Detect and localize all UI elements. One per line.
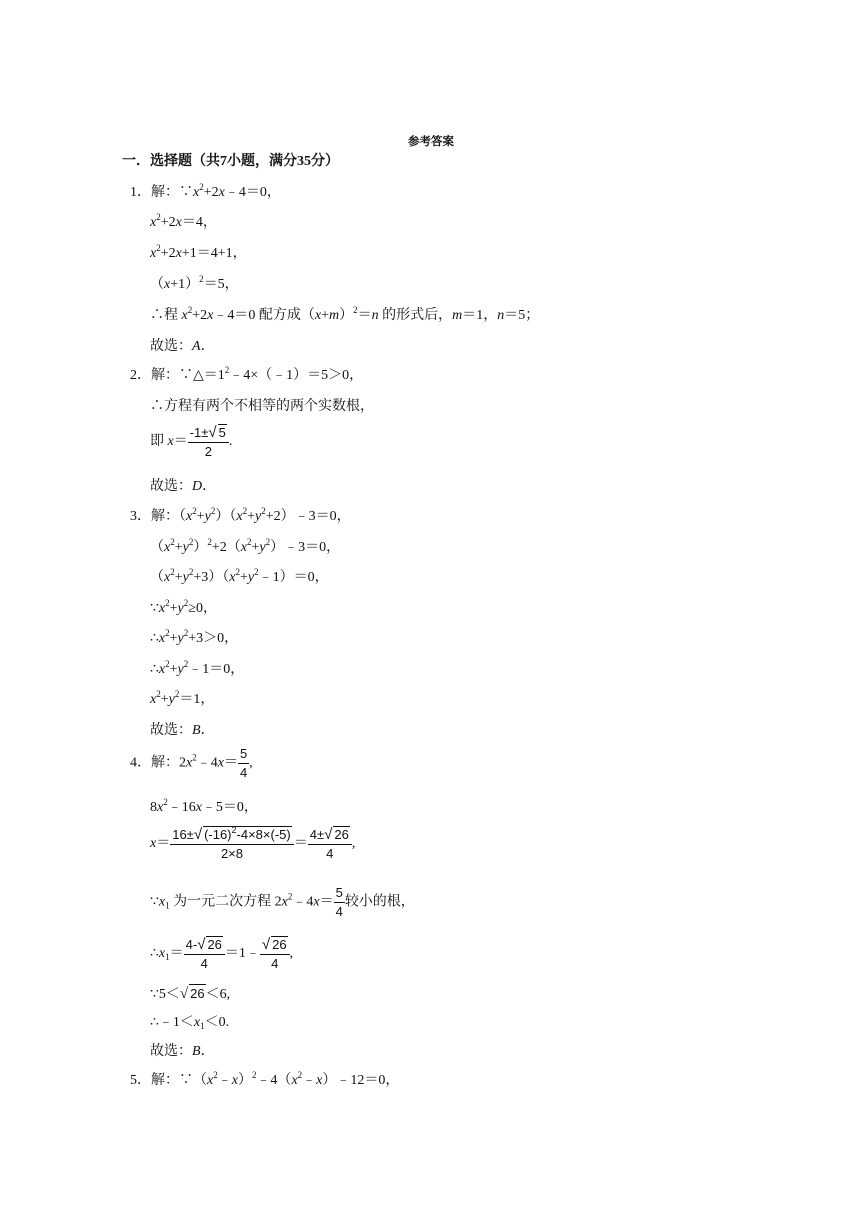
q3-line-1: 3．解：$(x^2+y^2)(x^2+y^2+2)﹣3=0$， <box>130 506 351 524</box>
q2-line-3: 即 x＝ $\frac{-1\pm√ 5}{2}$ . <box>150 424 233 459</box>
fraction: $\frac{4\pm√ 26}{4}$ <box>308 826 352 862</box>
q4-answer: 故选：B． <box>150 1044 215 1059</box>
q1-line-1: 1．解：$\because x^2+2x﹣4=0$， <box>130 182 281 200</box>
q1-answer: 故选：A． <box>150 339 215 354</box>
fraction: $\frac{4-√ 26}{4}$ <box>184 936 225 972</box>
page-title: 参考答案 <box>408 136 454 148</box>
q5-line-1: 5．解：$\because(x^2﹣x)^2﹣4(x^2﹣x)﹣12=0$， <box>130 1070 400 1088</box>
q2-line-1: 2．解：$\because\triangle=1^2﹣4\times(﹣1)=5>0$， <box>130 365 364 383</box>
q1-line-4: $(x+1)^2=5$， <box>150 274 239 292</box>
fraction: $\frac{5}{4}$ <box>239 746 248 780</box>
q3-line-2: $(x^2+y^2)^2+2(x^2+y^2)﹣3=0$， <box>150 537 341 555</box>
q3-line-5: $\therefore x^2+y^2+3>0$， <box>150 628 239 646</box>
q1-line-3: $x^2+2x+1=4+1$， <box>150 243 247 261</box>
q4-line-2: $8x^2﹣16x﹣5=0$， <box>150 797 258 815</box>
q3-line-4: $\because x^2+y^2\ge 0$， <box>150 598 217 616</box>
q3-line-6: $\therefore x^2+y^2﹣1=0$， <box>150 659 245 677</box>
section-heading: 一．选择题（共7小题，满分35分） <box>122 154 339 169</box>
q2-line-2: ∴方程有两个不相等的两个实数根， <box>150 399 374 414</box>
q4-line-4: $\because x_1$ 为一元二次方程 $2x^2﹣4x=$ $\frac{5}{4}$ 较小的根， <box>150 885 415 919</box>
q3-line-3: $(x^2+y^2+3)(x^2+y^2﹣1)=0$， <box>150 567 329 585</box>
q4-line-1: 4．解：$2x^2﹣4x=$ $\frac{5}{4}$ , <box>130 746 253 780</box>
quadratic-formula-fraction: $\frac{16\pm√ (-16)^2-4\times 8\times(-5)}{2\times 8}$ <box>170 826 294 862</box>
q4-line-5: $\therefore x_1=$ $\frac{4-√ 26}{4}$ ＝1﹣ $\frac{√ 26}{4}$ , <box>150 936 294 971</box>
fraction: $\frac{√ 26}{4}$ <box>260 936 290 972</box>
fraction: $\frac{5}{4}$ <box>335 885 343 919</box>
q3-answer: 故选：B． <box>150 723 215 738</box>
q1-line-2: $x^2+2x=4$， <box>150 212 217 230</box>
q3-line-7: $x^2+y^2=1$， <box>150 689 215 707</box>
q4-line-7: $\therefore﹣1<x_1<0$. <box>150 1015 230 1031</box>
q1-line-5: ∴程 $x^2+2x﹣4=0$ 配方成$(x+m)^2=n$ 的形式后，m＝1，n＝5； <box>150 305 540 323</box>
fraction: $\frac{-1\pm√ 5}{2}$ <box>188 424 229 460</box>
q4-line-3: x＝ $\frac{16\pm√ (-16)^2-4\times 8\times(-5)}{2\times 8}$ ＝ $\frac{4\pm√ 26}{4}$ , <box>150 825 356 861</box>
q2-answer: 故选：D． <box>150 479 217 494</box>
q4-line-6: ∵5＜√ 26＜6, <box>150 986 231 1002</box>
